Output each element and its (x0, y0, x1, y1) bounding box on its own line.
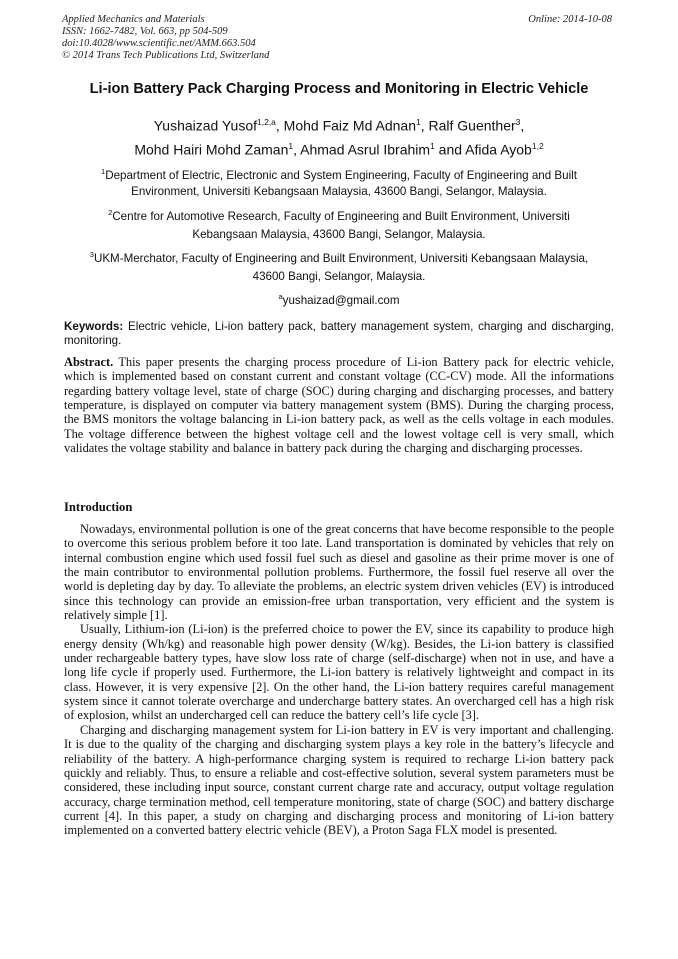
affiliation-1-line-2: Environment, Universiti Kebangsaan Malaysia, 43600 Bangi, Selangor, Malaysia. (131, 185, 547, 198)
abstract-label: Abstract. (64, 355, 114, 369)
author-sup: 1,2 (531, 141, 544, 151)
author-name: Yushaizad Yusof (153, 117, 257, 134)
affiliation-text: UKM-Merchator, Faculty of Engineering and Built Environment, Universiti Kebangsaan Malaysia, (93, 251, 589, 265)
affiliation-text: Centre for Automotive Research, Faculty of Engineering and Built Environment, Universiti (112, 209, 570, 223)
affiliation-2-line-1 (50, 206, 628, 223)
author-separator: , (520, 117, 525, 134)
abstract-text: This paper presents the charging process procedure of Li-ion Battery pack for electric vehicle, which is implemented based on constant current and constant voltage (CC-CV) mode. All the informations regarding battery voltage level, state of charge (SOC) during charging and discharging processes, and battery temperature, is displayed on computer via battery management system (BMS). During the charging process, the BMS monitors the voltage balancing in Li-ion battery pack, as well as the cells voltage in each modules. The voltage difference between the highest voltage cell and the lowest voltage cell is very small, which validates the voltage stability and balance in battery pack during the charging and discharging processes. (64, 355, 614, 456)
email-sup: a (278, 292, 283, 301)
section-heading-introduction: Introduction (64, 500, 133, 514)
email-line (50, 290, 628, 307)
affiliation-text: Department of Electric, Electronic and System Engineering, Faculty of Engineering and Built (105, 168, 577, 182)
email-address[interactable]: yushaizad@gmail.com (282, 293, 400, 307)
author-name: and Afida Ayob (434, 141, 532, 158)
issn-line: ISSN: 1662-7482, Vol. 663, pp 504-509 (62, 26, 228, 37)
abstract (64, 355, 614, 455)
introduction-body (64, 522, 614, 838)
authors-line-1 (30, 113, 648, 135)
author-sup: 1 (415, 117, 421, 127)
doi-line: doi:10.4028/www.scientific.net/AMM.663.504 (62, 38, 256, 49)
paper-title: Li-ion Battery Pack Charging Process and Monitoring in Electric Vehicle (89, 81, 589, 97)
affiliation-sup: 3 (89, 250, 94, 259)
author-name: Mohd Hairi Mohd Zaman (134, 141, 289, 158)
author-sup: 1,2,a (257, 117, 276, 127)
affiliation-3-line-2: 43600 Bangi, Selangor, Malaysia. (252, 270, 426, 283)
keywords-text: Electric vehicle, Li-ion battery pack, battery management system, charging and discharging, monitoring. (64, 320, 614, 347)
author-sup: 3 (515, 117, 521, 127)
affiliation-sup: 1 (101, 167, 106, 176)
author-sup: 1 (430, 141, 435, 151)
affiliation-sup: 2 (108, 208, 113, 217)
affiliation-3-line-1 (50, 248, 628, 265)
author-name: , Mohd Faiz Md Adnan (275, 117, 416, 134)
author-name: , Ralf Guenther (420, 117, 516, 134)
online-date: Online: 2014-10-08 (528, 14, 612, 25)
keywords-label: Keywords: (64, 320, 124, 333)
author-sup: 1 (288, 141, 294, 151)
copyright-line: © 2014 Trans Tech Publications Ltd, Switzerland (62, 50, 270, 61)
paragraph: Nowadays, environmental pollution is one of the great concerns that have become responsible to the people to overcome this serious problem before it too late. Land transportation is dominated by vehicles that rely on internal combustion engine which used fossil fuel such as diesel and gasoline as their prime mover is one of the main contributor to environmental pollution problems. Furthermore, the fossil fuel reserve all over the world is depleting day by day. To alleviate the problems, an electric system driven vehicles (EV) is introduced since this technology can provide an emission-free urban transportation, very efficient and the system is relatively simple [1]. (64, 522, 614, 623)
affiliation-1-line-1 (50, 165, 628, 182)
affiliation-2-line-2: Kebangsaan Malaysia, 43600 Bangi, Selangor, Malaysia. (192, 228, 486, 241)
paragraph: Charging and discharging management system for Li-ion battery in EV is very important and challenging. It is due to the quality of the charging and discharging system plays a key role in the battery’s lifecycle and reliability of the battery. A high-performance charging system is required to recharge Li-ion battery pack quickly and reliably. Thus, to ensure a reliable and cost-effective solution, several system parameters must be considered, these including input source, constant current charge rate and accuracy, output voltage regulation accuracy, charge termination method, cell temperature monitoring, state of charge (SOC) and battery discharge current [4]. In this paper, a study on charging and discharging process and monitoring of Li-ion battery implemented on a converted battery electric vehicle (BEV), a Proton Saga FLX model is presented. (64, 722, 614, 838)
journal-name: Applied Mechanics and Materials (62, 14, 205, 25)
paragraph: Usually, Lithium-ion (Li-ion) is the preferred choice to power the EV, since its capability to produce high energy density (Wh/kg) and reasonable high power density (W/kg). Besides, the Li-ion battery is classified under rechargeable battery types, have slow loss rate of charge (self-discharge) when not in use, and have a long life cycle if properly used. Furthermore, the Li-ion battery is relatively lightweight and compact in its class. However, it is very expensive [2]. On the other hand, the Li-ion battery requires careful management system since it cannot tolerate overcharge and undercharge battery states. An overcharged cell has a high risk of explosion, whilst an undercharged cell can reduce the battery cell’s life cycle [3]. (64, 622, 614, 723)
keywords (64, 320, 614, 348)
author-name: , Ahmad Asrul Ibrahim (293, 141, 431, 158)
authors-line-2 (30, 137, 648, 159)
